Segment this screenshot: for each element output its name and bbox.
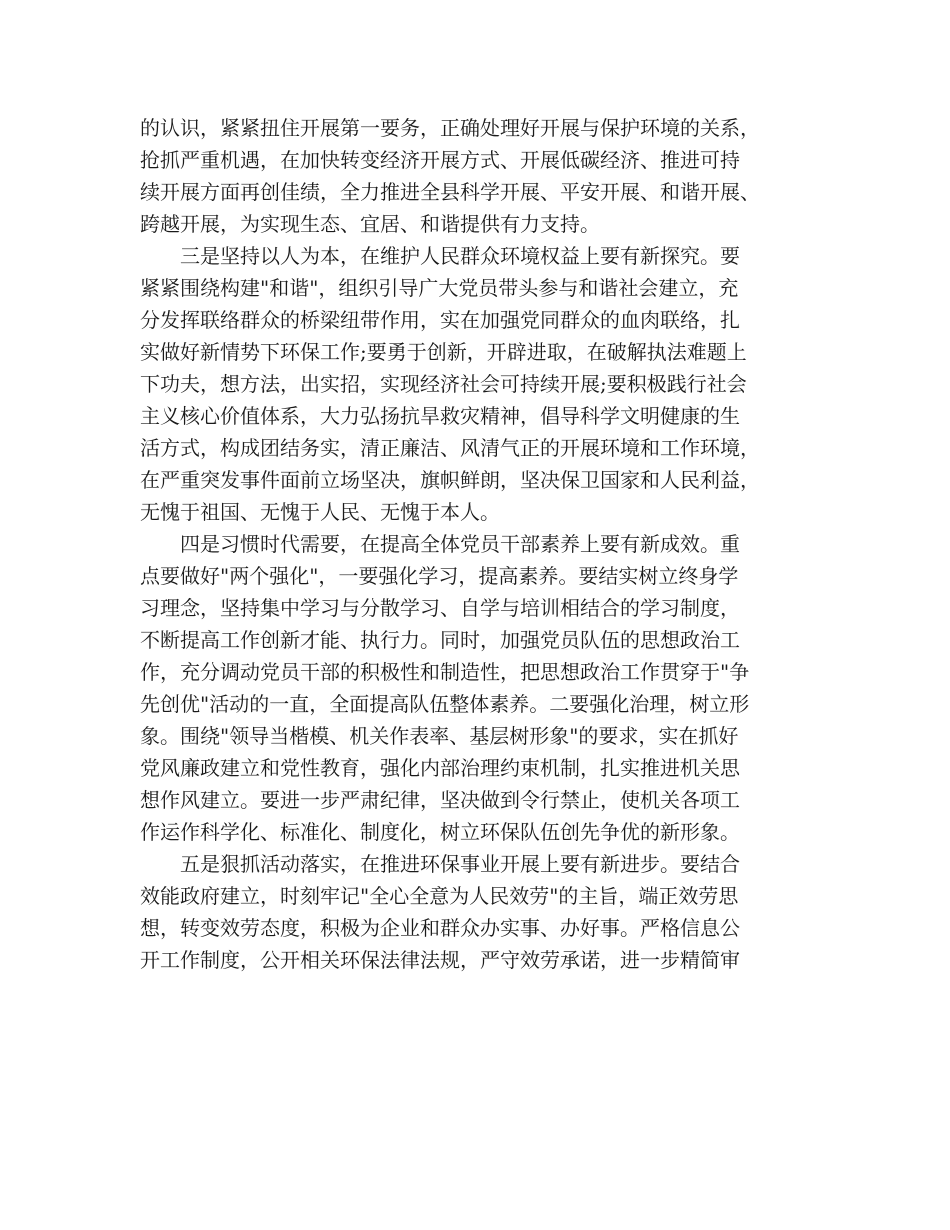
text-line: 五是狠抓活动落实，在推进环保事业开展上要有新进步。要结合 bbox=[140, 852, 740, 876]
text-line: 主义核心价值体系，大力弘扬抗旱救灾精神，倡导科学文明健康的生 bbox=[140, 404, 740, 428]
text-line: 想，转变效劳态度，积极为企业和群众办实事、办好事。严格信息公 bbox=[140, 916, 740, 940]
text-line: 在严重突发事件面前立场坚决，旗帜鲜朗，坚决保卫国家和人民利益， bbox=[140, 468, 760, 492]
text-line: 抢抓严重机遇，在加快转变经济开展方式、开展低碳经济、推进可持 bbox=[140, 148, 740, 172]
text-line: 点要做好"两个强化"，一要强化学习，提高素养。要结实树立终身学 bbox=[140, 564, 739, 588]
text-line: 作，充分调动党员干部的积极性和制造性，把思想政治工作贯穿于"争 bbox=[140, 660, 750, 684]
text-line: 党风廉政建立和党性教育，强化内部治理约束机制，扎实推进机关思 bbox=[140, 756, 740, 780]
text-line: 想作风建立。要进一步严肃纪律，坚决做到令行禁止，使机关各项工 bbox=[140, 788, 740, 812]
text-line: 三是坚持以人为本，在维护人民群众环境权益上要有新探究。要 bbox=[140, 244, 740, 268]
text-line: 无愧于祖国、无愧于人民、无愧于本人。 bbox=[140, 500, 500, 524]
text-line: 续开展方面再创佳绩，全力推进全县科学开展、平安开展、和谐开展、 bbox=[140, 180, 760, 204]
text-line: 四是习惯时代需要，在提高全体党员干部素养上要有新成效。重 bbox=[140, 532, 740, 556]
text-line: 效能政府建立，时刻牢记"全心全意为人民效劳"的主旨，端正效劳思 bbox=[140, 884, 739, 908]
text-line: 不断提高工作创新才能、执行力。同时，加强党员队伍的思想政治工 bbox=[140, 628, 740, 652]
text-line: 先创优"活动的一直，全面提高队伍整体素养。二要强化治理，树立形 bbox=[140, 692, 750, 716]
text-line: 象。围绕"领导当楷模、机关作表率、基层树形象"的要求，实在抓好 bbox=[140, 724, 739, 748]
text-line: 活方式，构成团结务实，清正廉洁、风清气正的开展环境和工作环境， bbox=[140, 436, 760, 460]
text-line: 实做好新情势下环保工作;要勇于创新，开辟进取，在破解执法难题上 bbox=[140, 340, 747, 364]
body-text bbox=[140, 112, 840, 976]
text-line: 紧紧围绕构建"和谐"，组织引导广大党员带头参与和谐社会建立，充 bbox=[140, 276, 739, 300]
text-line: 开工作制度，公开相关环保法律法规，严守效劳承诺，进一步精简审 bbox=[140, 948, 740, 972]
text-line: 的认识，紧紧扭住开展第一要务，正确处理好开展与保护环境的关系， bbox=[140, 116, 760, 140]
text-line: 下功夫，想方法，出实招，实现经济社会可持续开展;要积极践行社会 bbox=[140, 372, 747, 396]
text-line: 分发挥联络群众的桥梁纽带作用，实在加强党同群众的血肉联络，扎 bbox=[140, 308, 740, 332]
text-line: 习理念，坚持集中学习与分散学习、自学与培训相结合的学习制度， bbox=[140, 596, 740, 620]
text-line: 作运作科学化、标准化、制度化，树立环保队伍创先争优的新形象。 bbox=[140, 820, 740, 844]
text-line: 跨越开展，为实现生态、宜居、和谐提供有力支持。 bbox=[140, 212, 600, 236]
